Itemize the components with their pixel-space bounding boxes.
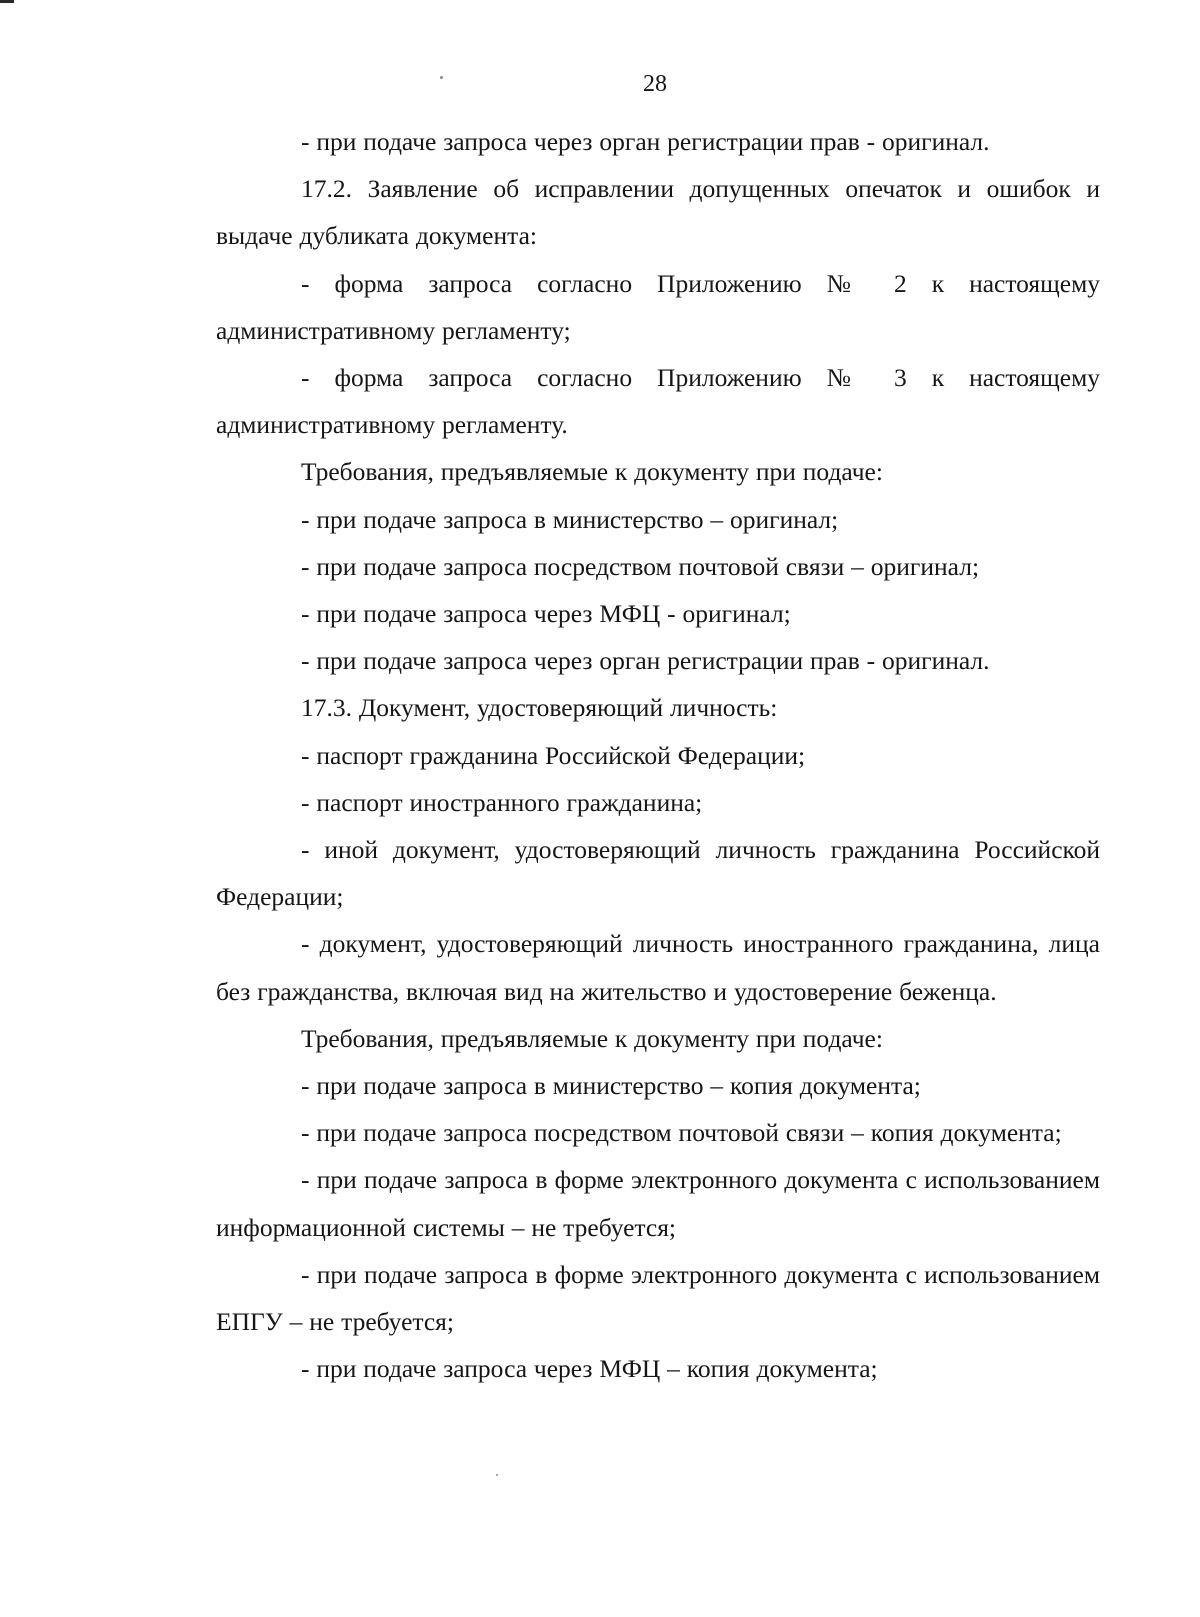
page-number: 28 — [643, 71, 667, 97]
list-item: - документ, удостоверяющий личность иностранного гражданина, лица без гражданства, включая вид на жительство и удостоверение беженца. — [216, 929, 1100, 1006]
list-item: - при подаче запроса в форме электронного документа с использованием информационной системы – не требуется; — [216, 1165, 1100, 1242]
paragraph: - при подаче запроса через орган регистрации прав - оригинал. — [301, 127, 990, 156]
paragraph: 17.2. Заявление об исправлении допущенных опечаток и ошибок и выдаче дубликата документа: — [216, 174, 1100, 251]
paragraph: - форма запроса согласно Приложению № 2 к настоящему административному регламенту; — [216, 268, 1100, 345]
paragraph: Требования, предъявляемые к документу при подаче: — [301, 457, 883, 487]
list-item: - при подаче запроса посредством почтовой связи – копия документа; — [301, 1118, 1062, 1148]
list-item: - при подаче запроса в министерство – оригинал; — [301, 504, 839, 534]
list-item: - при подаче запроса в министерство – копия документа; — [301, 1071, 921, 1101]
list-item: - при подаче запроса через орган регистрации прав - оригинал. — [301, 646, 990, 676]
list-item: - паспорт гражданина Российской Федерации; — [301, 740, 806, 770]
scan-corner-mark — [0, 0, 14, 3]
list-item: - при подаче запроса в форме электронного документа с использованием ЕПГУ – не требуется; — [216, 1259, 1100, 1337]
list-item: - при подаче запроса посредством почтовой связи – оригинал; — [301, 551, 980, 581]
document-body — [216, 118, 1100, 1392]
paragraph: 17.3. Документ, удостоверяющий личность: — [301, 693, 778, 723]
paragraph: Требования, предъявляемые к документу при подаче: — [301, 1023, 883, 1053]
list-item: - иной документ, удостоверяющий личность гражданина Российской Федерации; — [216, 835, 1100, 912]
list-item: - при подаче запроса через МФЦ - оригинал; — [301, 599, 791, 629]
list-item: - при подаче запроса через МФЦ – копия документа; — [301, 1354, 878, 1384]
list-item: - паспорт иностранного гражданина; — [301, 787, 703, 817]
paragraph: - форма запроса согласно Приложению № 3 к настоящему административному регламенту. — [216, 363, 1100, 440]
scan-speck — [496, 1474, 498, 1476]
